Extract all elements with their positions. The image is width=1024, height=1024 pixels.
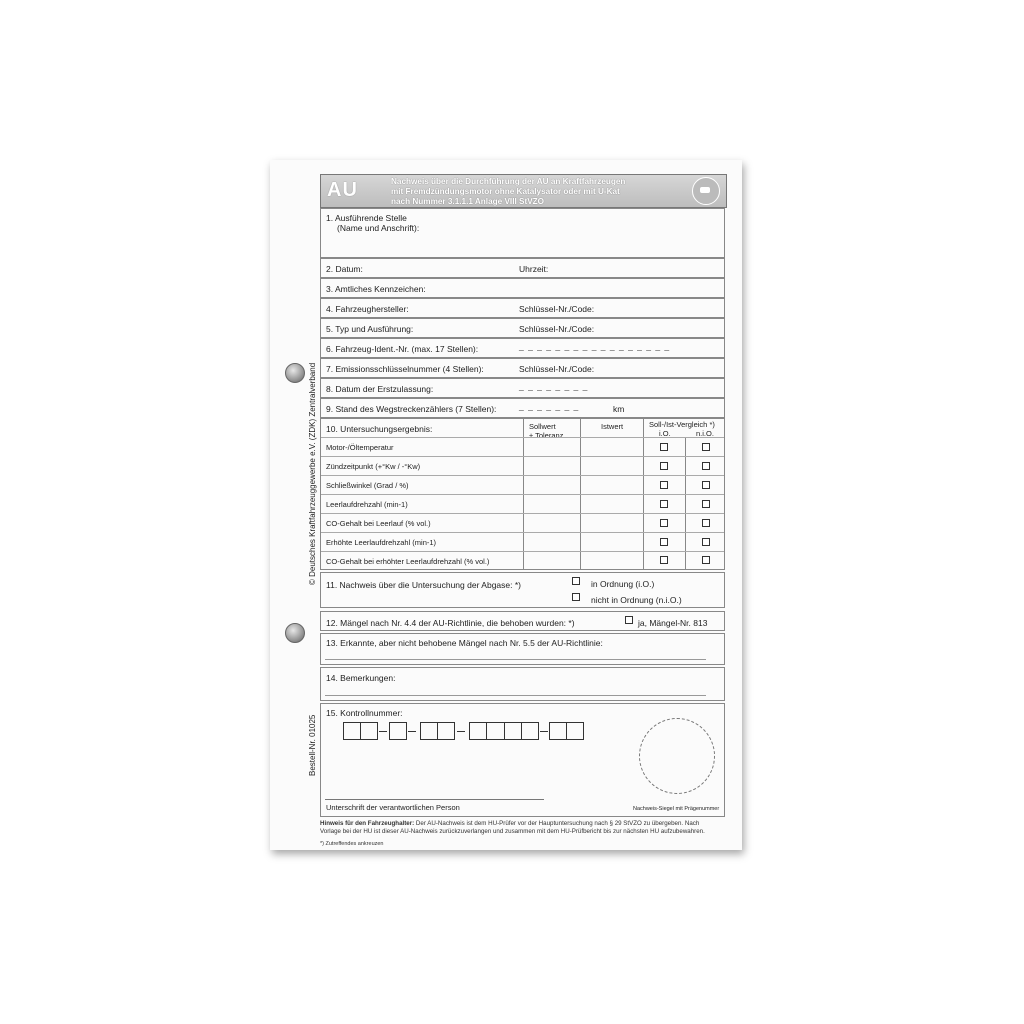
signature-label: Unterschrift der verantwortlichen Person [326,803,460,812]
signature-line [325,799,544,800]
field-label: (Name und Anschrift): [337,223,420,233]
checkbox-not-ok[interactable] [702,519,710,527]
field-label: Schlüssel-Nr./Code: [519,324,595,334]
table-row-label: Leerlaufdrehzahl (min-1) [326,500,408,509]
table-row-label: Motor-/Öltemperatur [326,443,394,452]
table-row-label: Zündzeitpunkt (+°Kw / -°Kw) [326,462,421,471]
row-divider [321,551,724,552]
date-placeholder: _ _ _ _ _ _ _ _ [519,381,589,391]
control-number-separator [540,731,548,732]
table-row-label: Erhöhte Leerlaufdrehzahl (min-1) [326,538,437,547]
checkbox-not-ok[interactable] [702,556,710,564]
field-label: 12. Mängel nach Nr. 4.4 der AU-Richtlinie, die behoben wurden: *) [326,618,575,628]
checkbox-ok[interactable] [660,500,668,508]
table-row-label: CO-Gehalt bei Leerlauf (% vol.) [326,519,431,528]
checkbox-defects-fixed[interactable] [625,616,633,624]
odometer-unit: km [613,404,625,414]
table-row-label: CO-Gehalt bei erhöhter Leerlaufdrehzahl (% vol.) [326,557,490,566]
car-seal-icon [692,177,720,205]
writing-line [325,695,706,696]
seal-label: Nachweis-Siegel mit Prägenummer [633,806,720,812]
field-label: Uhrzeit: [519,264,549,274]
footer-hint-text: Vorlage bei der HU ist dieser AU-Nachweis zurückzuverlangen und zusammen mit dem HU-Prüfbericht bis zur nächsten HU aufzubewahren. [320,828,705,835]
results-table [320,418,725,570]
form-sheet [270,160,742,850]
field-label: 15. Kontrollnummer: [326,708,403,718]
option-label: in Ordnung (i.O.) [591,579,655,589]
field-label: 3. Amtliches Kennzeichen: [326,284,426,294]
checkbox-ok[interactable] [660,462,668,470]
field-label: 6. Fahrzeug-Ident.-Nr. (max. 17 Stellen): [326,344,479,354]
row-divider [321,513,724,514]
row-divider [321,532,724,533]
order-number-vertical-text: Bestell-Nr. 01025 [308,714,317,776]
field-label: 13. Erkannte, aber nicht behobene Mängel nach Nr. 5.5 der AU-Richtlinie: [326,638,603,648]
checkbox-ok[interactable] [660,481,668,489]
form-title-line: nach Nummer 3.1.1.1 Anlage VIII StVZO [391,197,545,206]
field-exhaust-result [320,572,725,608]
field-label: 4. Fahrzeughersteller: [326,304,409,314]
control-number-boxes[interactable] [389,722,407,740]
control-number-separator [408,731,416,732]
footer-hint [320,820,730,836]
row-divider [321,475,724,476]
control-number-boxes[interactable] [549,722,584,740]
writing-line [325,659,706,660]
field-label: 2. Datum: [326,264,363,274]
form-header [320,174,727,208]
field-manufacturer[interactable] [320,298,725,318]
checkbox-ok[interactable] [660,538,668,546]
field-emission-key[interactable] [320,358,725,378]
column-header-tolerance: ± Toleranz [529,431,564,440]
checkbox-not-ok[interactable] [702,462,710,470]
checkbox-ok[interactable] [660,443,668,451]
form-title-line: Nachweis über die Durchführung der AU an Kraftfahrzeugen [391,177,626,186]
field-license-plate[interactable] [320,278,725,298]
field-remarks[interactable] [320,667,725,701]
punch-hole-top [285,363,305,383]
column-header-comparison: Soll-/Ist-Vergleich *) [649,420,715,429]
field-first-registration[interactable] [320,378,725,398]
field-label: 11. Nachweis über die Untersuchung der Abgase: *) [326,580,521,590]
checkbox-ok[interactable] [660,556,668,564]
field-fixed-defects [320,611,725,631]
column-header-not-ok: n.i.O. [696,429,714,438]
form-title [391,177,625,207]
checkbox-not-ok[interactable] [702,538,710,546]
form-title-line: mit Fremdzündungsmotor ohne Katalysator oder mit U-Kat [391,187,620,196]
row-divider [321,456,724,457]
footer-hint-title: Hinweis für den Fahrzeughalter: [320,820,415,827]
control-number-separator [379,731,387,732]
table-row-label: Schließwinkel (Grad / %) [326,481,409,490]
column-header-ok: i.O. [659,429,671,438]
copyright-vertical-text: © Deutsches Kraftfahrzeuggewerbe e.V. (ZDK) Zentralverband [308,362,317,585]
column-header-target: Sollwert [529,422,556,431]
checkbox-ok[interactable] [660,519,668,527]
field-label: 7. Emissionsschlüsselnummer (4 Stellen): [326,364,484,374]
table-title: 10. Untersuchungsergebnis: [326,424,433,434]
odometer-placeholder: _ _ _ _ _ _ _ [519,401,580,411]
checkbox-exhaust-not-ok[interactable] [572,593,580,601]
field-label: Schlüssel-Nr./Code: [519,304,595,314]
field-vin[interactable] [320,338,725,358]
field-label: 5. Typ und Ausführung: [326,324,414,334]
checkbox-not-ok[interactable] [702,481,710,489]
control-number-boxes[interactable] [469,722,539,740]
vin-placeholder: _ _ _ _ _ _ _ _ _ _ _ _ _ _ _ _ _ [519,341,671,351]
field-label: 1. Ausführende Stelle [326,213,407,223]
field-open-defects[interactable] [320,633,725,665]
control-number-boxes[interactable] [420,722,455,740]
field-type[interactable] [320,318,725,338]
checkbox-not-ok[interactable] [702,443,710,451]
control-number-boxes[interactable] [343,722,378,740]
row-divider [321,494,724,495]
column-header-actual: Istwert [601,422,624,431]
footer-hint-text: Der AU-Nachweis ist dem HU-Prüfer vor der Hauptuntersuchung nach § 29 StVZO zu übergeben. Nach [414,820,700,827]
field-executing-station[interactable] [320,208,725,258]
row-divider [321,437,724,438]
checkbox-exhaust-ok[interactable] [572,577,580,585]
field-date[interactable] [320,258,725,278]
checkbox-not-ok[interactable] [702,500,710,508]
option-label: ja, Mängel-Nr. 813 [638,618,708,628]
control-number-separator [457,731,465,732]
field-label: 8. Datum der Erstzulassung: [326,384,434,394]
field-label: 14. Bemerkungen: [326,673,396,683]
footer-note: *) Zutreffendes ankreuzen [320,841,384,847]
option-label: nicht in Ordnung (n.i.O.) [591,595,682,605]
seal-area[interactable] [639,718,715,794]
form-code: AU [327,179,358,201]
field-control-number [320,703,725,817]
field-label: 9. Stand des Wegstreckenzählers (7 Stellen): [326,404,497,414]
punch-hole-bottom [285,623,305,643]
field-odometer[interactable] [320,398,725,418]
field-label: Schlüssel-Nr./Code: [519,364,595,374]
